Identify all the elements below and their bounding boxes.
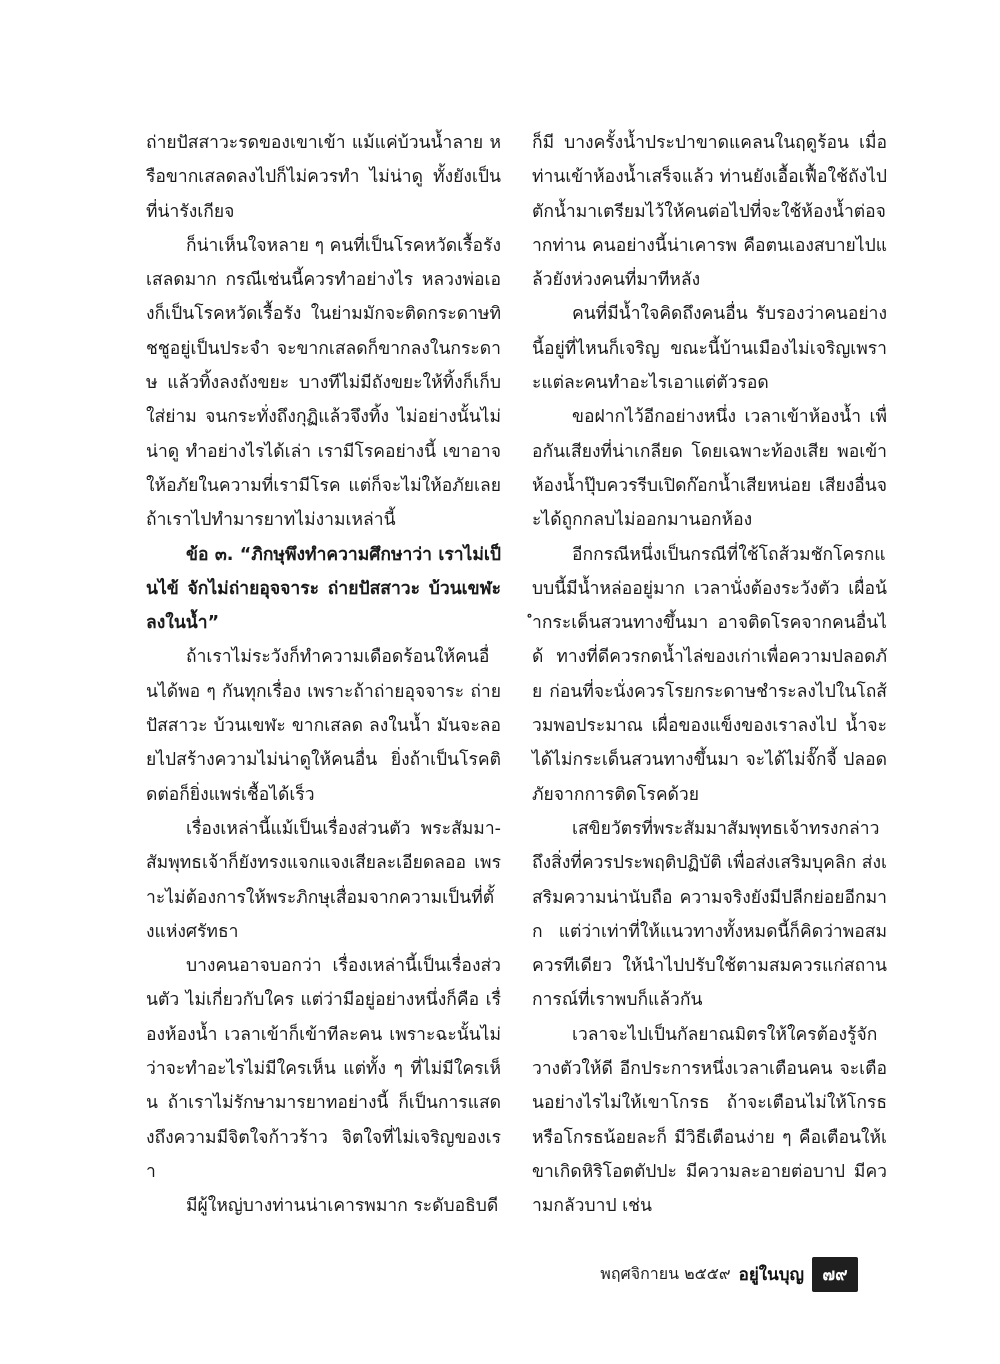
issue-date: พฤศจิกายน ๒๕๕๙ (600, 1263, 731, 1283)
paragraph: เสขิยวัตรที่พระสัมมาสัมพุทธเจ้าทรงกล่าวถึงสิ่งที่ควรประพฤติปฏิบัติ เพื่อส่งเสริมบุคลิก ส่งเสริมความน่านับถือ ความจริงยังมีปลีกย่อยอีกมาก แต่ว่าเท่าที่ให้แนวทางทั้งหมดนี้ก็คิดว่าพอสมควรทีเดียว ให้นำไปปรับใช้ตามสมควรแก่สถานการณ์ที่เราพบก็แล้วกัน (532, 818, 887, 1011)
paragraph: เรื่องเหล่านี้แม้เป็นเรื่องส่วนตัว พระสัมมา-สัมพุทธเจ้าก็ยังทรงแจกแจงเสียละเอียดลออ เพราะไม่ต้องการให้พระภิกษุเสื่อมจากความเป็นที่ตั้งแห่งศรัทธา (146, 818, 501, 942)
right-column (532, 126, 887, 1224)
magazine-title: อยู่ในบุญ (738, 1264, 804, 1285)
paragraph: ขอฝากไว้อีกอย่างหนึ่ง เวลาเข้าห้องน้ำ เพื่อกันเสียงที่น่าเกลียด โดยเฉพาะท้องเสีย พอเข้าห้องน้ำปุ๊บควรรีบเปิดก๊อกน้ำเสียหน่อย เสียงอื่นจะได้ถูกกลบไม่ออกมานอกห้อง (532, 407, 887, 531)
paragraph: คนที่มีน้ำใจคิดถึงคนอื่น รับรองว่าคนอย่างนี้อยู่ที่ไหนก็เจริญ ขณะนี้บ้านเมืองไม่เจริญเพราะแต่ละคนทำอะไรเอาแต่ตัวรอด (532, 304, 887, 394)
paragraph: เวลาจะไปเป็นกัลยาณมิตรให้ใครต้องรู้จักวางตัวให้ดี อีกประการหนึ่งเวลาเตือนคน จะเตือนอย่างไรไม่ให้เขาโกรธ ถ้าจะเตือนไม่ให้โกรธ หรือโกรธน้อยละก็ มีวิธีเตือนง่าย ๆ คือเตือนให้เขาเกิดหิริโอตตัปปะ มีความละอายต่อบาป มีความกลัวบาป เช่น (532, 1024, 887, 1217)
paragraph: ก็น่าเห็นใจหลาย ๆ คนที่เป็นโรคหวัดเรื้อรัง เสลดมาก กรณีเช่นนี้ควรทำอย่างไร หลวงพ่อเองก็เป็นโรคหวัดเรื้อรัง ในย่ามมักจะติดกระดาษทิชชูอยู่เป็นประจำ จะขากเสลดก็ขากลงในกระดาษ แล้วทิ้งลงถังขยะ บางทีไม่มีถังขยะให้ทิ้งก็เก็บใส่ย่าม จนกระทั่งถึงกุฏิแล้วจึงทิ้ง ไม่อย่างนั้นไม่น่าดู ทำอย่างไรได้เล่า เรามีโรคอย่างนี้ เขาอาจให้อภัยในความที่เรามีโรค แต่ก็จะไม่ให้อภัยเลย ถ้าเราไปทำมารยาทไม่งามเหล่านี้ (146, 235, 501, 531)
page-footer (600, 1256, 858, 1292)
paragraph: อีกกรณีหนึ่งเป็นกรณีที่ใช้โถส้วมชักโครกแบบนี้มีน้ำหล่ออยู่มาก เวลานั่งต้องระวังตัว เผื่อน้ำกระเด็นสวนทางขึ้นมา อาจติดโรคจากคนอื่นได้ ทางที่ดีควรกดน้ำไล่ของเก่าเพื่อความปลอดภัย ก่อนที่จะนั่งควรโรยกระดาษชำระลงไปในโถส้วมพอประมาณ เผื่อของแข็งของเราลงไป น้ำจะได้ไม่กระเด็นสวนทางขึ้นมา จะได้ไม่จั๊กจี้ ปลอดภัยจากการติดโรคด้วย (532, 544, 887, 805)
left-column (146, 126, 501, 1224)
paragraph: บางคนอาจบอกว่า เรื่องเหล่านี้เป็นเรื่องส่วนตัว ไม่เกี่ยวกับใคร แต่ว่ามีอยู่อย่างหนึ่งก็คือ เรื่องห้องน้ำ เวลาเข้าก็เข้าทีละคน เพราะฉะนั้นไม่ว่าจะทำอะไรไม่มีใครเห็น แต่ทั้ง ๆ ที่ไม่มีใครเห็น ถ้าเราไม่รักษามารยาทอย่างนี้ ก็เป็นการแสดงถึงความมีจิตใจก้าวร้าว จิตใจที่ไม่เจริญของเรา (146, 956, 501, 1182)
paragraph: มีผู้ใหญ่บางท่านน่าเคารพมาก ระดับอธิบดี (186, 1196, 499, 1217)
paragraph: ก็มี บางครั้งน้ำประปาขาดแคลนในฤดูร้อน เมื่อท่านเข้าห้องน้ำเสร็จแล้ว ท่านยังเอื้อเฟื้อใช้ถังไปตักน้ำมาเตรียมไว้ให้คนต่อไปที่จะใช้ห้องน้ำต่อจากท่าน คนอย่างนี้น่าเคารพ คือตนเองสบายไปแล้วยังห่วงคนที่มาทีหลัง (532, 133, 887, 291)
paragraph: ถ้าเราไม่ระวังก็ทำความเดือดร้อนให้คนอื่นได้พอ ๆ กันทุกเรื่อง เพราะถ้าถ่ายอุจจาระ ถ่ายปัสสาวะ บ้วนเขฬะ ขากเสลด ลงในน้ำ มันจะลอยไปสร้างความไม่น่าดูให้คนอื่น ยิ่งถ้าเป็นโรคติดต่อก็ยิ่งแพร่เชื้อได้เร็ว (146, 647, 501, 805)
rule-heading: ข้อ ๓. “ภิกษุพึงทำความศึกษาว่า เราไม่เป็นไข้ จักไม่ถ่ายอุจจาระ ถ่ายปัสสาวะ บ้วนเขฬะลงในน้ำ” (146, 544, 501, 634)
paragraph: ถ่ายปัสสาวะรดของเขาเข้า แม้แค่บ้วนน้ำลาย หรือขากเสลดลงไปก็ไม่ควรทำ ไม่น่าดู ทั้งยังเป็นที่น่ารังเกียจ (146, 133, 501, 222)
page-number: ๗๙ (812, 1257, 858, 1292)
